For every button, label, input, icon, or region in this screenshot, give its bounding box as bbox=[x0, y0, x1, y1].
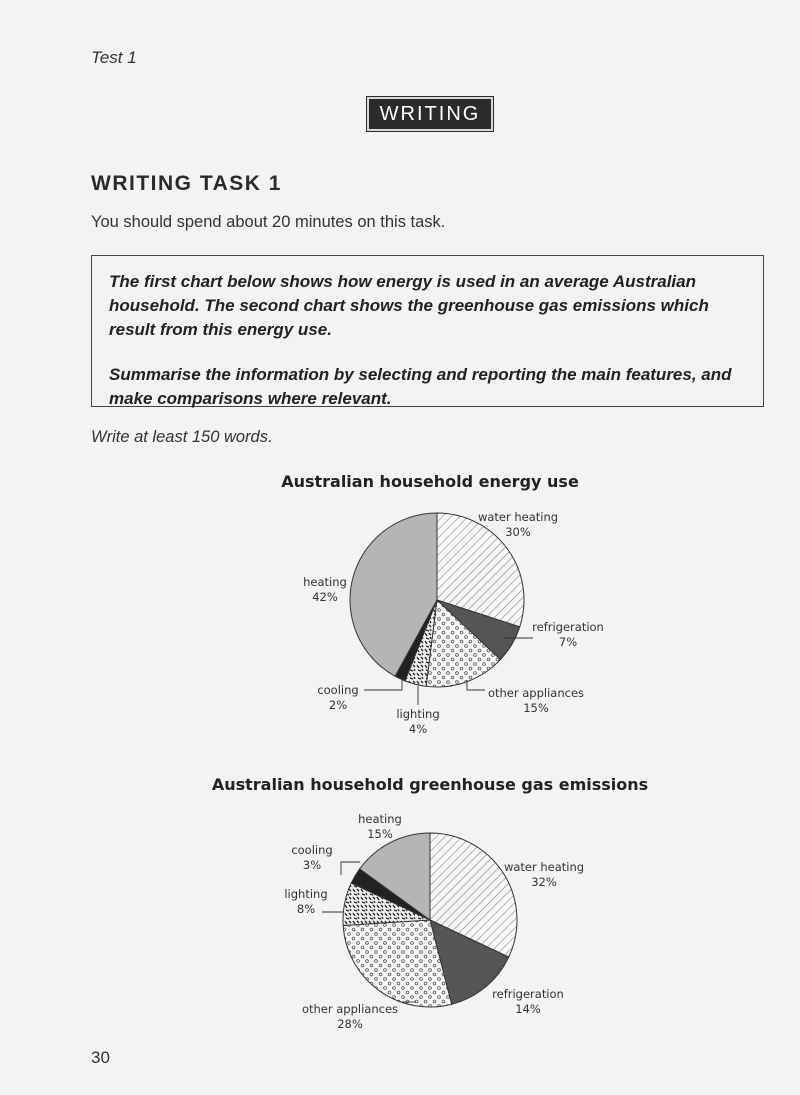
word-count-instruction: Write at least 150 words. bbox=[91, 428, 273, 446]
label-other-appliances: other appliances bbox=[301, 1002, 399, 1016]
section-banner: WRITING bbox=[367, 97, 493, 131]
chart2-title: Australian household greenhouse gas emissions bbox=[211, 775, 649, 794]
label-other-appliances: other appliances bbox=[487, 686, 585, 700]
test-label: Test 1 bbox=[91, 48, 137, 67]
label-refrigeration: refrigeration bbox=[532, 620, 604, 634]
label-cooling: cooling bbox=[291, 843, 333, 857]
value-label-other-appliances: 15% bbox=[523, 701, 549, 715]
value-label-heating: 15% bbox=[367, 827, 393, 841]
label-lighting: lighting bbox=[284, 887, 328, 901]
label-lighting: lighting bbox=[396, 707, 440, 721]
page-number: 30 bbox=[91, 1048, 110, 1067]
energy-use-pie-chart bbox=[0, 500, 800, 760]
time-instruction: You should spend about 20 minutes on this task. bbox=[91, 213, 446, 231]
task-prompt-paragraph-2: Summarise the information by selecting and reporting the main features, and make comparisons where relevant. bbox=[109, 365, 732, 408]
value-label-refrigeration: 14% bbox=[515, 1002, 541, 1016]
emissions-pie-chart bbox=[0, 805, 800, 1045]
label-cooling: cooling bbox=[317, 683, 359, 697]
label-refrigeration: refrigeration bbox=[492, 987, 564, 1001]
label-heating: heating bbox=[303, 575, 347, 589]
leader-line bbox=[364, 678, 402, 690]
value-label-lighting: 8% bbox=[296, 902, 316, 916]
value-label-lighting: 4% bbox=[408, 722, 428, 736]
label-heating: heating bbox=[358, 812, 402, 826]
value-label-heating: 42% bbox=[312, 590, 338, 604]
value-label-cooling: 2% bbox=[328, 698, 348, 712]
value-label-refrigeration: 7% bbox=[558, 635, 578, 649]
task-prompt-paragraph-1: The first chart below shows how energy is used in an average Australian household. The second chart shows the greenhouse gas emissions which result from this energy use. bbox=[109, 272, 709, 339]
label-water-heating: water heating bbox=[503, 860, 585, 874]
task-heading: WRITING TASK 1 bbox=[91, 172, 282, 195]
value-label-other-appliances: 28% bbox=[337, 1017, 363, 1031]
label-water-heating: water heating bbox=[477, 510, 559, 524]
value-label-water-heating: 30% bbox=[505, 525, 531, 539]
chart1-title: Australian household energy use bbox=[281, 472, 579, 491]
value-label-water-heating: 32% bbox=[531, 875, 557, 889]
task-prompt-box bbox=[91, 255, 764, 407]
value-label-cooling: 3% bbox=[302, 858, 322, 872]
leader-line bbox=[467, 680, 485, 690]
